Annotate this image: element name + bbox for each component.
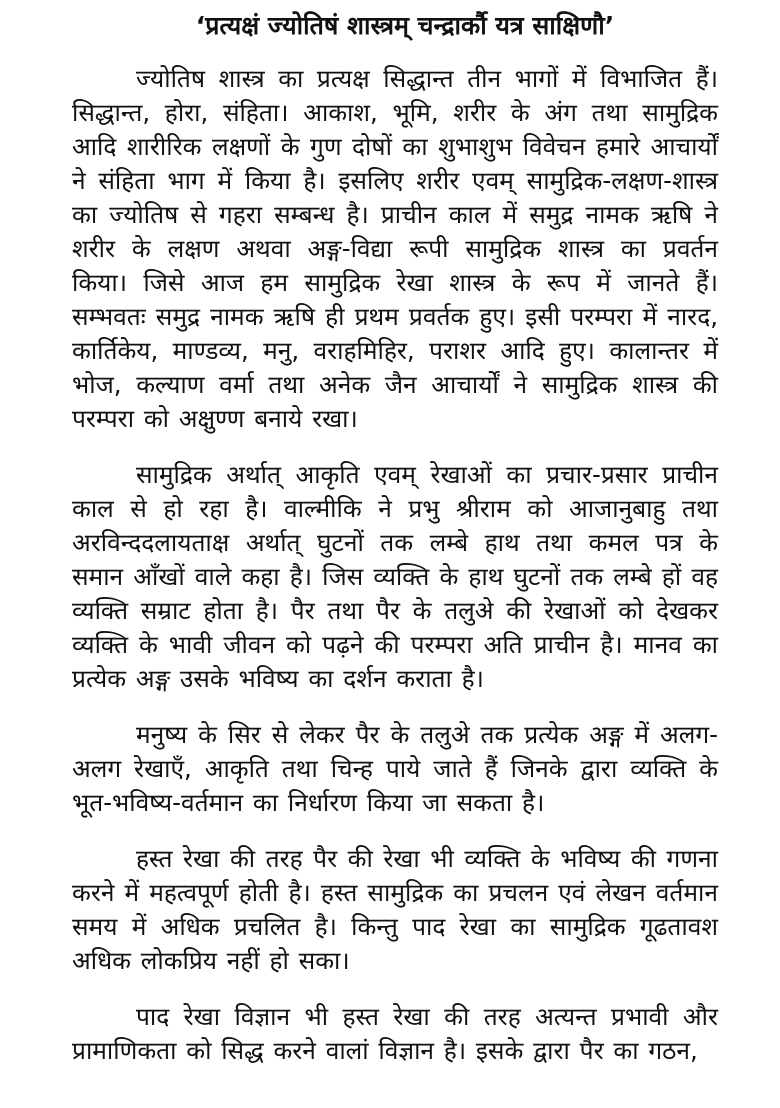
paragraph-5: पाद रेखा विज्ञान भी हस्त रेखा की तरह अत्यन्त प्रभावी और प्रामाणिकता को सिद्ध करने वालां विज्ञान है। इसके द्वारा पैर का गठन, bbox=[72, 1002, 718, 1065]
page-title: ‘प्रत्यक्षं ज्योतिषं शास्त्रम् चन्द्रार्कौ यत्र साक्षिणौ’ bbox=[195, 11, 615, 40]
paragraph-3: मनुष्य के सिर से लेकर पैर के तलुअे तक प्रत्येक अङ्ग में अलग-अलग रेखाएँ, आकृति तथा चिन्ह पाये जाते हैं जिनके द्वारा व्यक्ति के भूत-भविष्य-वर्तमान का निर्धारण किया जा सकता है। bbox=[72, 720, 718, 817]
paragraph-1: ज्योतिष शास्त्र का प्रत्यक्ष सिद्धान्त तीन भागों में विभाजित हैं। सिद्धान्त, होरा, संहिता। आकाश, भूमि, शरीर के अंग तथा सामुद्रिक आदि शारीरिक लक्षणों के गुण दोषों का शुभाशुभ विवेचन हमारे आचार्यों ने संहिता भाग में किया है। इसलिए शरीर एवम् सामुद्रिक-लक्षण-शास्त्र का ज्योतिष से गहरा सम्बन्ध है। प्राचीन काल में समुद्र नामक ऋषि ने शरीर के लक्षण अथवा अङ्ग-विद्या रूपी सामुद्रिक शास्त्र का प्रवर्तन किया। जिसे आज हम सामुद्रिक रेखा शास्त्र के रूप में जानते हैं। सम्भवतः समुद्र नामक ऋषि ही प्रथम प्रवर्तक हुए। इसी परम्परा में नारद, कार्तिकेय, माण्डव्य, मनु, वराहमिहिर, पराशर आदि हुए। कालान्तर में भोज, कल्याण वर्मा तथा अनेक जैन आचार्यों ने सामुद्रिक शास्त्र की परम्परा को अक्षुण्ण बनाये रखा। bbox=[72, 64, 718, 433]
paragraph-4: हस्त रेखा की तरह पैर की रेखा भी व्यक्ति के भविष्य की गणना करने में महत्वपूर्ण होती है। हस्त सामुद्रिक का प्रचलन एवं लेखन वर्तमान समय में अधिक प्रचलित है। किन्तु पाद रेखा का सामुद्रिक गूढतावश अधिक लोकप्रिय नहीं हो सका। bbox=[72, 844, 718, 975]
paragraph-2: सामुद्रिक अर्थात् आकृति एवम् रेखाओं का प्रचार-प्रसार प्राचीन काल से हो रहा है। वाल्मीकि ने प्रभु श्रीराम को आजानुबाहु तथा अरविन्ददलायताक्ष अर्थात् घुटनों तक लम्बे हाथ तथा कमल पत्र के समान आँखों वाले कहा है। जिस व्यक्ति के हाथ घुटनों तक लम्बे हों वह व्यक्ति सम्राट होता है। पैर तथा पैर के तलुअे की रेखाओं को देखकर व्यक्ति के भावी जीवन को पढ़ने की परम्परा अति प्राचीन है। मानव का प्रत्येक अङ्ग उसके भविष्य का दर्शन कराता है। bbox=[72, 460, 718, 693]
